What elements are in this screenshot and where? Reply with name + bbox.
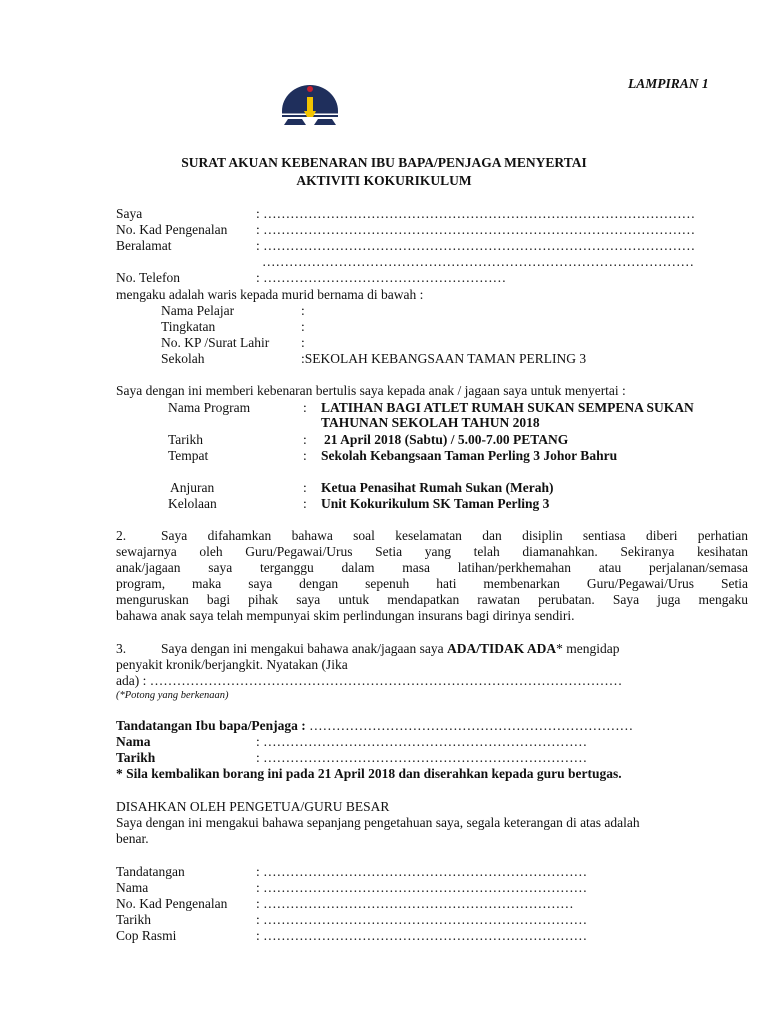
principal-name-label: Nama xyxy=(116,880,149,895)
attachment-label: LAMPIRAN 1 xyxy=(628,76,709,91)
principal-signature-label: Tandatangan xyxy=(116,864,185,879)
principal-signature-field[interactable]: : ……………………………………………………………… xyxy=(256,864,588,879)
program-place-colon: : xyxy=(303,448,307,463)
principal-date-field[interactable]: : ……………………………………………………………… xyxy=(256,912,588,927)
managed-by-label: Kelolaan xyxy=(168,496,217,511)
approval-text-line-1: Saya dengan ini mengakui bahawa sepanjang pengetahuan saya, segala keterangan di atas adalah xyxy=(116,815,640,830)
student-kp-label: No. KP /Surat Lahir xyxy=(161,335,270,350)
program-name-line-1: LATIHAN BAGI ATLET RUMAH SUKAN SEMPENA SUKAN xyxy=(321,400,694,415)
managed-by-colon: : xyxy=(303,496,307,511)
clause-2-line-1: Saya difahamkan bahawa soal keselamatan dan disiplin sentiasa diberi perhatian xyxy=(161,528,748,543)
program-date-colon: : xyxy=(303,432,307,447)
organizer-label: Anjuran xyxy=(170,480,215,495)
clause-3-ada-tidak-ada[interactable]: ADA/TIDAK ADA xyxy=(447,641,557,656)
student-name-field[interactable]: : xyxy=(301,303,305,318)
guardian-declaration: mengaku adalah waris kepada murid bernama di bawah : xyxy=(116,287,424,302)
address-label: Beralamat xyxy=(116,238,172,253)
managed-by-value: Unit Kokurikulum SK Taman Perling 3 xyxy=(321,496,550,511)
principal-date-label: Tarikh xyxy=(116,912,152,927)
parent-signature-row xyxy=(116,718,633,734)
clause-3-text-before: Saya dengan ini mengakui bahawa anak/jagaan saya xyxy=(161,641,448,656)
saya-label: Saya xyxy=(116,206,143,221)
parent-date-label: Tarikh xyxy=(116,750,156,765)
program-place-value: Sekolah Kebangsaan Taman Perling 3 Johor Bahru xyxy=(321,448,618,463)
student-name-label: Nama Pelajar xyxy=(161,303,235,318)
principal-ic-field[interactable]: : …………………………………………………………… xyxy=(256,896,574,911)
parent-name-field[interactable]: : ……………………………………………………………… xyxy=(256,734,588,749)
clause-3-number: 3. xyxy=(116,641,127,656)
form-title-line-1: SURAT AKUAN KEBENARAN IBU BAPA/PENJAGA MENYERTAI xyxy=(181,155,587,170)
approval-text-line-2: benar. xyxy=(116,831,149,846)
student-kp-field[interactable]: : xyxy=(301,335,305,350)
clause-2-line-5: menguruskan bagi pihak saya untuk mendapatkan rawatan perubatan. Saya juga mengaku xyxy=(116,592,748,607)
clause-2-number: 2. xyxy=(116,528,127,543)
approval-heading: DISAHKAN OLEH PENGETUA/GURU BESAR xyxy=(116,799,390,814)
ic-number-field[interactable]: : …………………………………………………………………………………… xyxy=(256,222,696,237)
address-field-line-1[interactable]: : …………………………………………………………………………………… xyxy=(256,238,696,253)
principal-name-field[interactable]: : ……………………………………………………………… xyxy=(256,880,588,895)
program-label: Nama Program xyxy=(168,400,251,415)
organizer-value: Ketua Penasihat Rumah Sukan (Merah) xyxy=(321,480,554,495)
strike-out-note: (*Potong yang berkenaan) xyxy=(116,690,229,701)
form-title-line-2: AKTIVITI KOKURIKULUM xyxy=(296,173,472,188)
clause-2-line-4: program, maka saya dengan sepenuh hati membenarkan Guru/Pegawai/Urus Setia xyxy=(116,576,748,591)
program-date-label: Tarikh xyxy=(168,432,204,447)
chronic-illness-field[interactable]: ada) : …………………………………………………………………………………………… xyxy=(116,673,623,688)
organizer-colon: : xyxy=(303,480,307,495)
program-date-value: 21 April 2018 (Sabtu) / 5.00-7.00 PETANG xyxy=(324,432,569,447)
program-colon: : xyxy=(303,400,307,415)
official-stamp-field[interactable]: : ……………………………………………………………… xyxy=(256,928,588,943)
clause-3-text-after: * mengidap xyxy=(556,641,620,656)
clause-2-line-6: bahawa anak saya telah mempunyai skim perlindungan insurans bagi dirinya sendiri. xyxy=(116,608,575,623)
phone-field[interactable]: : ……………………………………………… xyxy=(256,270,507,285)
clause-2-line-3: anak/jagaan saya terganggu dalam masa latihan/perkhemahan atau perjalanan/semasa xyxy=(116,560,748,575)
official-stamp-label: Cop Rasmi xyxy=(116,928,177,943)
permission-intro: Saya dengan ini memberi kebenaran bertulis saya kepada anak / jagaan saya untuk menyertai : xyxy=(116,383,626,398)
parent-signature-label: Tandatangan Ibu bapa/Penjaga : xyxy=(116,718,306,733)
saya-field[interactable]: : …………………………………………………………………………………… xyxy=(256,206,696,221)
parent-name-label: Nama xyxy=(116,734,151,749)
student-form-field[interactable]: : xyxy=(301,319,305,334)
address-field-line-2[interactable]: …………………………………………………………………………………… xyxy=(262,254,694,269)
ic-number-label: No. Kad Pengenalan xyxy=(116,222,228,237)
phone-label: No. Telefon xyxy=(116,270,181,285)
student-school-value: :SEKOLAH KEBANGSAAN TAMAN PERLING 3 xyxy=(301,351,587,366)
student-form-label: Tingkatan xyxy=(161,319,216,334)
principal-ic-label: No. Kad Pengenalan xyxy=(116,896,228,911)
student-school-label: Sekolah xyxy=(161,351,205,366)
clause-3-line-1 xyxy=(161,641,620,657)
parent-date-field[interactable]: : ……………………………………………………………… xyxy=(256,750,588,765)
return-note: * Sila kembalikan borang ini pada 21 April 2018 dan diserahkan kepada guru bertugas. xyxy=(116,766,622,781)
school-crest-icon xyxy=(280,81,340,125)
program-place-label: Tempat xyxy=(168,448,209,463)
clause-2-line-2: sewajarnya oleh Guru/Pegawai/Urus Setia yang telah diamanahkan. Sekiranya kesihatan xyxy=(116,544,748,559)
parent-signature-field[interactable]: ……………………………………………………………… xyxy=(305,718,634,733)
clause-3-line-2: penyakit kronik/berjangkit. Nyatakan (Jika xyxy=(116,657,348,672)
program-name-line-2: TAHUNAN SEKOLAH TAHUN 2018 xyxy=(321,415,540,430)
